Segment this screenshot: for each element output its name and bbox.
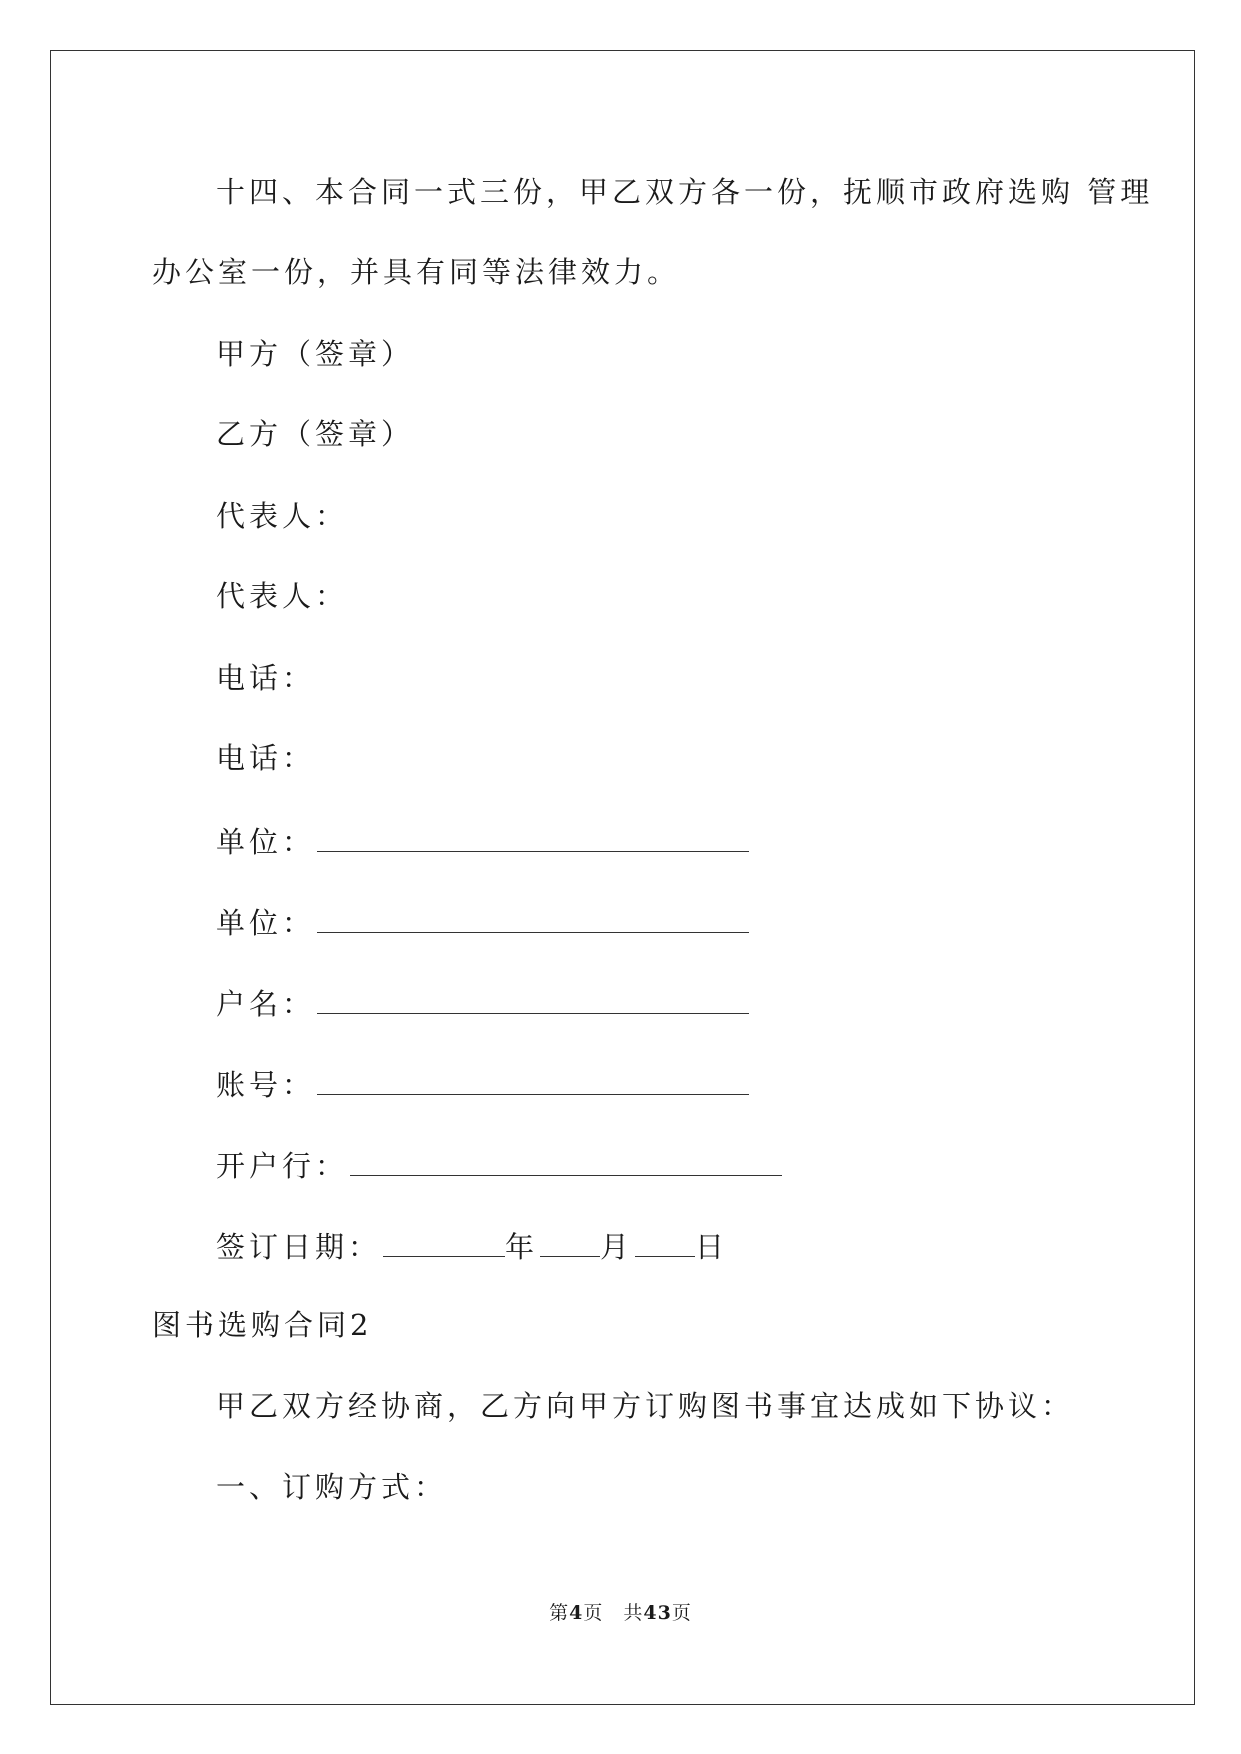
phone-b: 电话：	[216, 741, 316, 775]
section-1-heading: 一、订购方式：	[216, 1470, 448, 1504]
account-name-blank	[317, 987, 749, 1014]
account-number-blank	[317, 1068, 749, 1095]
month-label: 月	[600, 1230, 634, 1264]
footer-page-suffix: 页	[583, 1602, 604, 1624]
bank-label: 开户行：	[216, 1149, 349, 1183]
contract-2-title: 图书选购合同2	[152, 1308, 373, 1342]
unit-a-row	[216, 825, 749, 857]
bank-row	[216, 1149, 782, 1181]
footer-prefix: 第	[549, 1602, 570, 1624]
bank-blank	[350, 1149, 782, 1176]
footer-total-prefix: 共	[623, 1602, 644, 1624]
unit-a-label: 单位：	[216, 825, 316, 859]
party-a-seal: 甲方（签章）	[216, 337, 415, 371]
day-blank	[635, 1230, 695, 1257]
year-blank	[383, 1230, 505, 1257]
account-name-label: 户名：	[216, 987, 316, 1021]
footer-page-number: 4	[569, 1602, 584, 1624]
unit-b-label: 单位：	[216, 906, 316, 940]
account-number-label: 账号：	[216, 1068, 316, 1102]
footer-total-pages: 43	[643, 1602, 672, 1624]
year-label: 年	[505, 1230, 539, 1264]
day-label: 日	[695, 1230, 729, 1264]
representative-b: 代表人：	[216, 579, 349, 613]
unit-a-blank	[317, 825, 749, 852]
footer-total-suffix: 页	[671, 1602, 692, 1624]
sign-date-row	[216, 1230, 728, 1262]
party-b-seal: 乙方（签章）	[216, 417, 415, 451]
unit-b-row	[216, 906, 749, 938]
representative-a: 代表人：	[216, 499, 349, 533]
month-blank	[540, 1230, 600, 1257]
account-number-row	[216, 1068, 749, 1100]
clause-14-line-1: 十四、本合同一式三份，甲乙双方各一份，抚顺市政府选购 管理	[216, 175, 1154, 209]
clause-14-line-2: 办公室一份，并具有同等法律效力。	[152, 255, 681, 289]
page-border	[50, 50, 1195, 1705]
page-footer	[0, 1598, 1241, 1625]
sign-date-label: 签订日期：	[216, 1230, 382, 1264]
contract-2-intro: 甲乙双方经协商，乙方向甲方订购图书事宜达成如下协议：	[216, 1389, 1075, 1423]
account-name-row	[216, 987, 749, 1019]
unit-b-blank	[317, 906, 749, 933]
phone-a: 电话：	[216, 661, 316, 695]
